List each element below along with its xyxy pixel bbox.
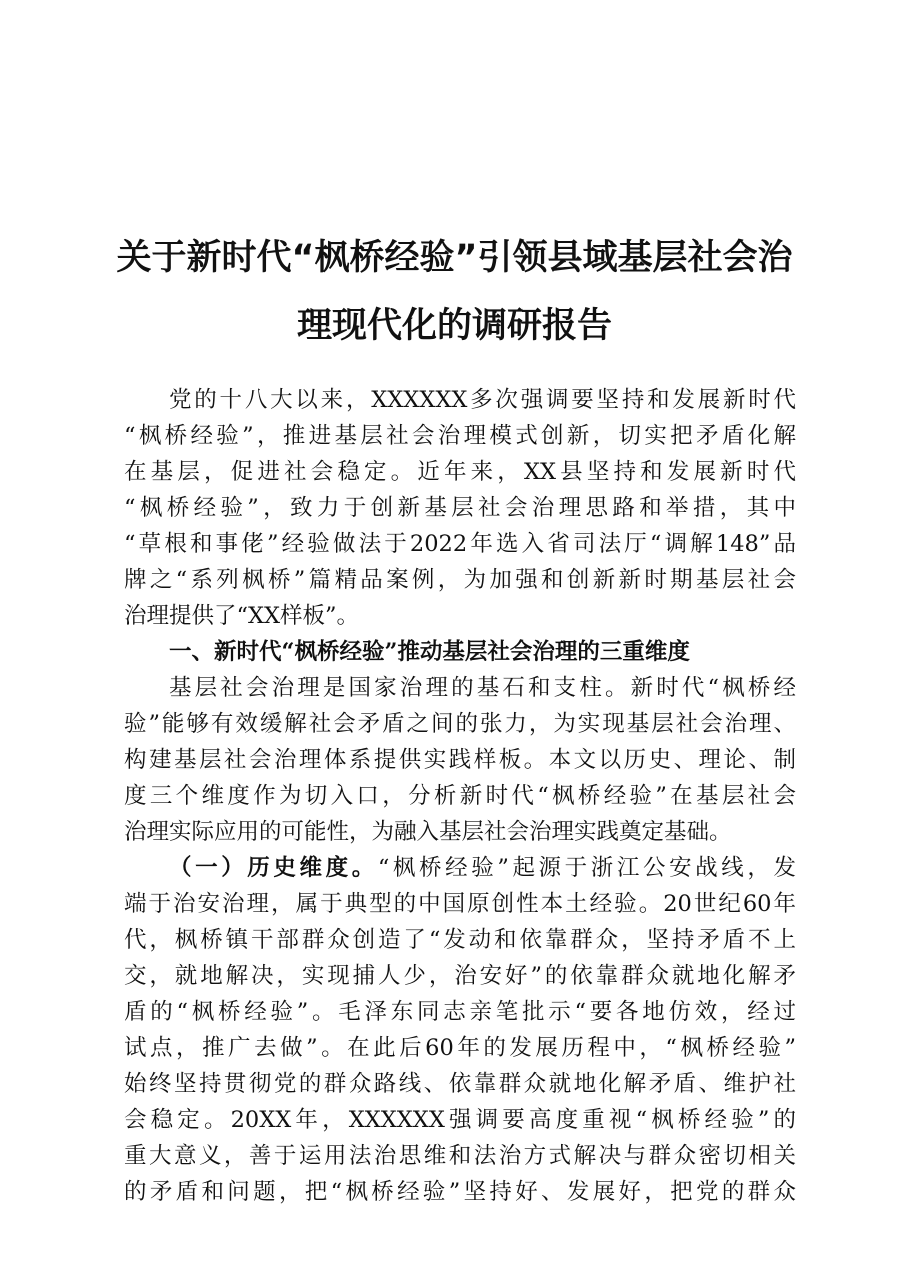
section-paragraph-line: 基层社会治理是国家治理的基石和支柱。新时代“枫桥经: [169, 675, 796, 701]
subsection-paragraph-line: 盾的“枫桥经验”。毛泽东同志亲笔批示“要各地仿效，经过: [124, 999, 796, 1025]
subsection-paragraph-line: 重大意义，善于运用法治思维和法治方式解决与群众密切相关: [124, 1143, 796, 1169]
intro-paragraph-line: 治理提供了“XX样板”。: [124, 603, 360, 629]
section-heading: 一、新时代“枫桥经验”推动基层社会治理的三重维度: [169, 639, 690, 665]
section-paragraph-line: 度三个维度作为切入口，分析新时代“枫桥经验”在基层社会: [124, 783, 796, 809]
intro-paragraph-line: 党的十八大以来，XXXXXX多次强调要坚持和发展新时代: [169, 387, 796, 413]
document-body: [124, 382, 796, 1210]
subsection-paragraph-line: 交，就地解决，实现捕人少，治安好”的依靠群众就地化解矛: [124, 963, 796, 989]
document-title-line-1: 关于新时代“枫桥经验”引领县域基层社会治: [116, 238, 793, 278]
subsection-heading: （一）历史维度。: [169, 855, 378, 881]
subsection-paragraph-line: 代，枫桥镇干部群众创造了“发动和依靠群众，坚持矛盾不上: [124, 927, 796, 953]
section-paragraph-line: 治理实际应用的可能性，为融入基层社会治理实践奠定基础。: [124, 819, 732, 845]
subsection-paragraph-first-line: [124, 850, 796, 886]
subsection-paragraph-line: 的矛盾和问题，把“枫桥经验”坚持好、发展好，把党的群众: [124, 1179, 796, 1205]
subsection-paragraph-line: 端于治安治理，属于典型的中国原创性本土经验。20世纪60年: [124, 891, 796, 917]
subsection-paragraph-line: 试点，推广去做”。在此后60年的发展历程中，“枫桥经验”: [124, 1035, 796, 1061]
intro-paragraph-line: 牌之“系列枫桥”篇精品案例，为加强和创新新时期基层社会: [124, 567, 796, 593]
subsection-paragraph-line: 会稳定。20XX年，XXXXXX强调要高度重视“枫桥经验”的: [124, 1107, 796, 1133]
subsection-first-line-text: “枫桥经验”起源于浙江公安战线，发: [377, 855, 796, 881]
section-paragraph-line: 构建基层社会治理体系提供实践样板。本文以历史、理论、制: [124, 747, 796, 773]
intro-paragraph-line: “枫桥经验”，推进基层社会治理模式创新，切实把矛盾化解: [124, 423, 796, 449]
section-paragraph-line: 验”能够有效缓解社会矛盾之间的张力，为实现基层社会治理、: [124, 711, 796, 737]
document-title-line-2: 理现代化的调研报告: [296, 306, 612, 346]
intro-paragraph-line: “草根和事佬”经验做法于2022年选入省司法厅“调解148”品: [124, 531, 796, 557]
subsection-paragraph-line: 始终坚持贯彻党的群众路线、依靠群众就地化解矛盾、维护社: [124, 1071, 796, 1097]
intro-paragraph-line: “枫桥经验”，致力于创新基层社会治理思路和举措，其中: [124, 495, 796, 521]
intro-paragraph-line: 在基层，促进社会稳定。近年来，XX县坚持和发展新时代: [124, 459, 796, 485]
